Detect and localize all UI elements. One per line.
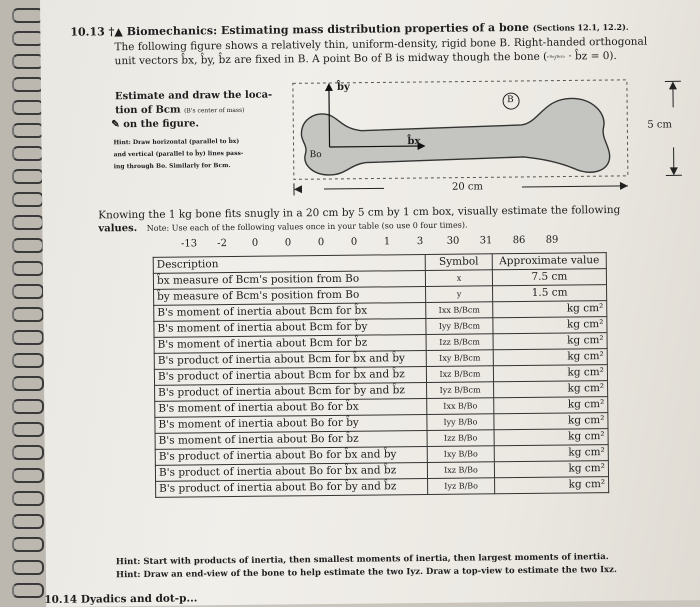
- binding-ring: [12, 284, 44, 299]
- value-option: 0: [350, 236, 358, 248]
- row-description: B's moment of inertia about Bcm for b̂x: [154, 302, 426, 321]
- sections-ref: (Sections 12.1, 12.2).: [532, 21, 629, 33]
- value-option: 0: [284, 237, 292, 249]
- binding-ring: [12, 422, 44, 437]
- row-symbol: Iyy B/Bcm: [426, 318, 493, 335]
- header-value: Approximate value: [492, 253, 606, 270]
- bone-label: B: [507, 95, 514, 106]
- hint-figure-3: ing through Bo. Similarly for Bcm.: [113, 162, 231, 171]
- answer-field[interactable]: kg cm²: [494, 397, 608, 414]
- value-option: -2: [217, 238, 227, 250]
- answer-field[interactable]: kg cm²: [493, 317, 607, 334]
- height-dimension: 5 cm: [647, 119, 673, 131]
- inertia-table: [153, 252, 609, 498]
- pencil-icon: ✎: [111, 119, 120, 131]
- binding-ring: [12, 445, 44, 460]
- binding-ring: [12, 54, 44, 69]
- value-option: -13: [180, 238, 198, 250]
- row-description: B's moment of inertia about Bcm for b̂y: [154, 318, 426, 337]
- header-symbol: Symbol: [425, 254, 492, 271]
- row-symbol: Ixx B/Bo: [427, 398, 494, 415]
- intro-line-1: The following figure shows a relatively thin, uniform-density, rigid bone B. Right-handed orthogonal: [114, 35, 648, 54]
- value-option: 30: [446, 235, 460, 247]
- row-value: 1.5 cm: [493, 285, 607, 302]
- table-row: [156, 477, 609, 498]
- row-description: B's product of inertia about Bo for b̂x and b̂z: [155, 462, 427, 481]
- values-list: [173, 234, 569, 249]
- row-value: 7.5 cm: [492, 269, 606, 286]
- binding-ring: [12, 353, 44, 368]
- binding-ring: [12, 376, 44, 391]
- value-option: 89: [545, 234, 559, 246]
- binding-ring: [12, 215, 44, 230]
- answer-field[interactable]: kg cm²: [494, 413, 608, 430]
- estimate-instruction-2: tion of Bcm (B's center of mass): [115, 104, 245, 117]
- answer-field[interactable]: kg cm²: [494, 429, 608, 446]
- binding-ring: [12, 560, 44, 575]
- problem-number: 10.13: [70, 25, 105, 39]
- answer-field[interactable]: kg cm²: [494, 461, 608, 478]
- row-description: b̂y measure of Bcm's position from Bo: [154, 286, 426, 305]
- value-option: 0: [251, 237, 259, 249]
- estimate-instruction-3: ✎ on the figure.: [111, 118, 200, 131]
- textbook-page: [40, 0, 700, 607]
- answer-field[interactable]: kg cm²: [494, 445, 608, 462]
- value-option: 1: [383, 236, 391, 248]
- binding-ring: [12, 307, 44, 322]
- binding-ring: [12, 537, 44, 552]
- hint-end-view: Hint: Draw an end-view of the bone to help estimate the two Iyz. Draw a top-view to estimate the two Ixz.: [115, 564, 617, 581]
- answer-field[interactable]: kg cm²: [493, 333, 607, 350]
- binding-ring: [12, 468, 44, 483]
- binding-ring: [12, 31, 44, 46]
- width-dimension: 20 cm: [451, 181, 484, 193]
- hint-products: Hint: Start with products of inertia, then smallest moments of inertia, then largest moments of inertia.: [115, 552, 609, 568]
- binding-ring: [12, 192, 44, 207]
- row-description: B's product of inertia about Bo for b̂y and b̂z: [156, 478, 428, 497]
- row-symbol: x: [425, 270, 492, 287]
- value-option: 31: [479, 235, 493, 247]
- row-description: B's moment of inertia about Bcm for b̂z: [154, 334, 426, 353]
- row-symbol: Iyz B/Bo: [428, 478, 495, 495]
- row-description: B's product of inertia about Bcm for b̂x and b̂z: [154, 366, 426, 385]
- estimate-instruction: Estimate and draw the loca-: [114, 89, 273, 103]
- hint-figure-2: and vertical (parallel to b̂y) lines pass-: [113, 149, 244, 159]
- row-symbol: Iyy B/Bo: [427, 414, 494, 431]
- binding-ring: [12, 77, 44, 92]
- problem-title: Biomechanics: Estimating mass distribution properties of a bone: [126, 20, 530, 39]
- answer-field[interactable]: kg cm²: [493, 365, 607, 382]
- by-vector-label: b̂y: [336, 81, 350, 93]
- binding-ring: [12, 491, 44, 506]
- row-description: B's product of inertia about Bcm for b̂x and b̂y: [154, 350, 426, 369]
- next-problem-heading: 10.14 Dyadics and dot-p...: [44, 592, 198, 606]
- header-description: Description: [153, 254, 425, 273]
- row-description: B's moment of inertia about Bo for b̂x: [155, 398, 427, 417]
- row-symbol: y: [426, 286, 493, 303]
- row-symbol: Ixy B/Bo: [427, 446, 494, 463]
- row-description: B's product of inertia about Bcm for b̂y and b̂z: [155, 382, 427, 401]
- row-symbol: Ixz B/Bcm: [426, 366, 493, 383]
- row-description: b̂x measure of Bcm's position from Bo: [153, 270, 425, 289]
- binding-ring: [12, 399, 44, 414]
- binding-ring: [12, 100, 44, 115]
- binding-ring: [12, 330, 44, 345]
- row-description: B's moment of inertia about Bo for b̂z: [155, 430, 427, 449]
- answer-field[interactable]: kg cm²: [495, 477, 609, 494]
- value-option: 3: [416, 236, 424, 248]
- binding-ring: [12, 261, 44, 276]
- binding-ring: [12, 169, 44, 184]
- row-description: B's moment of inertia about Bo for b̂y: [155, 414, 427, 433]
- row-symbol: Ixx B/Bcm: [426, 302, 493, 319]
- row-symbol: Izz B/Bo: [427, 430, 494, 447]
- answer-field[interactable]: kg cm²: [493, 301, 607, 318]
- binding-ring: [12, 583, 44, 598]
- value-option: 86: [512, 234, 526, 247]
- bx-vector-label: b̂x: [407, 136, 421, 148]
- row-description: B's product of inertia about Bo for b̂x and b̂y: [155, 446, 427, 465]
- row-symbol: Iyz B/Bcm: [427, 382, 494, 399]
- row-symbol: Ixz B/Bo: [427, 462, 494, 479]
- answer-field[interactable]: kg cm²: [493, 349, 607, 366]
- bo-point-label: Bo: [309, 150, 322, 161]
- values-label: values. Note: Use each of the following values once in your table (so use 0 four times).: [98, 220, 468, 235]
- spiral-binding: [0, 0, 46, 607]
- answer-field[interactable]: kg cm²: [494, 381, 608, 398]
- binding-ring: [12, 514, 44, 529]
- difficulty-icon: †▲: [108, 25, 123, 39]
- value-option: 0: [317, 237, 325, 249]
- binding-ring: [12, 123, 44, 138]
- binding-ring: [12, 238, 44, 253]
- hint-figure-1: Hint: Draw horizontal (parallel to b̂x): [113, 137, 240, 147]
- intro-line-2: unit vectors b̂x, b̂y, b̂z are fixed in B. A point Bo of B is midway though the bone (ʳᴮᵒ/ᴮᶜᵐ · b̂z = 0).: [114, 49, 617, 68]
- row-symbol: Ixy B/Bcm: [426, 350, 493, 367]
- binding-ring: [12, 146, 44, 161]
- row-symbol: Izz B/Bcm: [426, 334, 493, 351]
- knowing-line: Knowing the 1 kg bone fits snugly in a 20 cm by 5 cm by 1 cm box, visually estimate the following: [98, 203, 621, 222]
